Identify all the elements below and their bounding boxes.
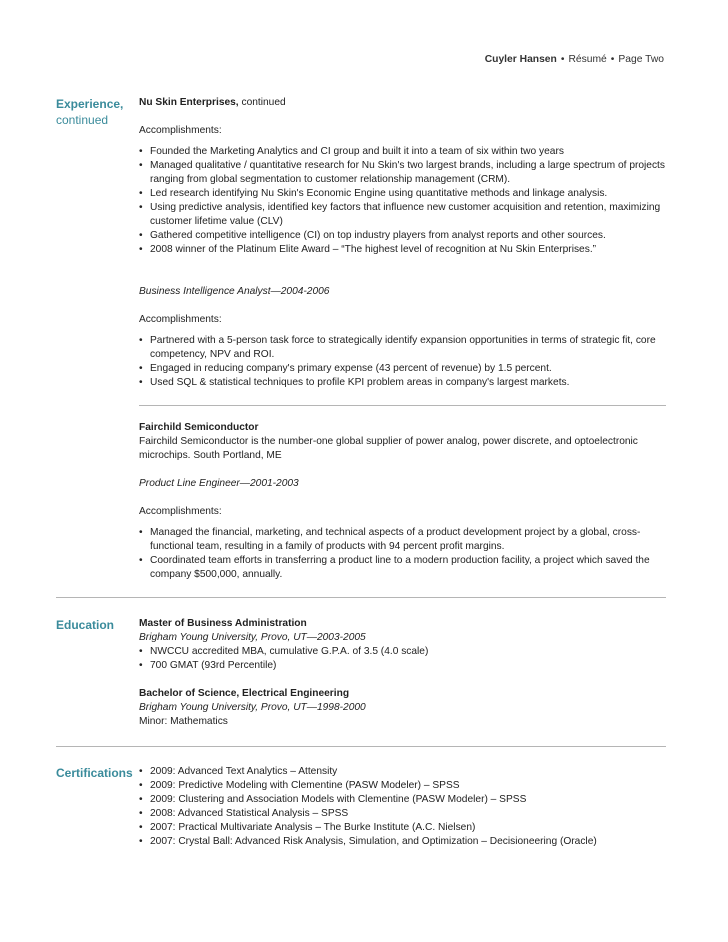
header-page-number: Page Two bbox=[618, 54, 664, 65]
list-item: • Used SQL & statistical techniques to profile KPI problem areas in company's largest markets. bbox=[139, 376, 666, 390]
list-item: • 2008 winner of the Platinum Elite Award – “The highest level of recognition at Nu Skin Enterprises.” bbox=[139, 243, 666, 257]
header-separator-1: • bbox=[560, 54, 565, 65]
list-item: • Managed the financial, marketing, and technical aspects of a product development project by a global, cross-functional team, resulting in a family of products with 94 percent profit margins. bbox=[139, 526, 666, 554]
list-item: • Founded the Marketing Analytics and CI group and built it into a team of six within two years bbox=[139, 145, 666, 159]
list-item: • Gathered competitive intelligence (CI) on top industry players from analyst reports and other sources. bbox=[139, 229, 666, 243]
experience-label-sub: continued bbox=[56, 113, 109, 127]
list-item: • 2008: Advanced Statistical Analysis – SPSS bbox=[139, 807, 666, 821]
education-bullets-1 bbox=[139, 645, 666, 673]
header-separator-2: • bbox=[610, 54, 615, 65]
list-item: • Partnered with a 5-person task force to strategically identify expansion opportunities in terms of strategic fit, core competency, NPV and ROI. bbox=[139, 334, 666, 362]
certifications-block bbox=[139, 765, 666, 849]
fairchild-company: Fairchild Semiconductor bbox=[139, 422, 259, 433]
page-header bbox=[485, 54, 664, 65]
education-minor: Minor: Mathematics bbox=[139, 716, 228, 727]
fairchild-role: Product Line Engineer—2001-2003 bbox=[139, 478, 299, 489]
list-item: • Using predictive analysis, identified key factors that influence new customer acquisition and retention, maximizing customer lifetime value (CLV) bbox=[139, 201, 666, 229]
divider-experience-education bbox=[56, 597, 666, 598]
education-block bbox=[139, 617, 666, 729]
nuskin-role-2: Business Intelligence Analyst—2004-2006 bbox=[139, 286, 330, 297]
experience-nuskin-block bbox=[139, 96, 666, 390]
nuskin-bullets-1 bbox=[139, 145, 666, 257]
certifications-list bbox=[139, 765, 666, 849]
list-item: • Engaged in reducing company's primary expense (43 percent of revenue) by 1.5 percent. bbox=[139, 362, 666, 376]
education-label: Education bbox=[56, 618, 115, 632]
list-item: • Coordinated team efforts in transferring a product line to a modern production facility, a project which saved the company $500,000, annually. bbox=[139, 554, 666, 582]
list-item: • NWCCU accredited MBA, cumulative G.P.A. of 3.5 (4.0 scale) bbox=[139, 645, 666, 659]
certifications-label: Certifications bbox=[56, 766, 133, 780]
experience-label-main: Experience, bbox=[56, 97, 124, 111]
nuskin-bullets-2 bbox=[139, 334, 666, 390]
divider-nuskin-fairchild bbox=[139, 405, 666, 406]
fairchild-description: Fairchild Semiconductor is the number-one global supplier of power analog, power discrete, and optoelectronic microchips. South Portland, ME bbox=[139, 436, 638, 461]
education-school-1: Brigham Young University, Provo, UT—2003-2005 bbox=[139, 632, 366, 643]
education-school-2: Brigham Young University, Provo, UT—1998-2000 bbox=[139, 702, 366, 713]
list-item: • 2009: Predictive Modeling with Clementine (PASW Modeler) – SPSS bbox=[139, 779, 666, 793]
education-degree-1: Master of Business Administration bbox=[139, 618, 307, 629]
nuskin-accomplishments-label-2: Accomplishments: bbox=[139, 314, 222, 325]
nuskin-company-name: Nu Skin Enterprises, bbox=[139, 97, 239, 108]
list-item: • 2007: Practical Multivariate Analysis – The Burke Institute (A.C. Nielsen) bbox=[139, 821, 666, 835]
experience-label bbox=[56, 96, 136, 128]
nuskin-company-suffix: continued bbox=[238, 97, 286, 108]
experience-fairchild-block bbox=[139, 421, 666, 582]
list-item: • 700 GMAT (93rd Percentile) bbox=[139, 659, 666, 673]
education-degree-2: Bachelor of Science, Electrical Engineering bbox=[139, 688, 350, 699]
list-item: • 2007: Crystal Ball: Advanced Risk Analysis, Simulation, and Optimization – Decisioneering (Oracle) bbox=[139, 835, 666, 849]
fairchild-bullets bbox=[139, 526, 666, 582]
list-item: • Managed qualitative / quantitative research for Nu Skin's two largest brands, including a large spectrum of projects ranging from global segmentation to customer relationship management (CRM). bbox=[139, 159, 666, 187]
header-doc-title: Résumé bbox=[568, 54, 607, 65]
nuskin-company bbox=[139, 96, 666, 110]
fairchild-accomplishments-label: Accomplishments: bbox=[139, 506, 222, 517]
list-item: • 2009: Clustering and Association Models with Clementine (PASW Modeler) – SPSS bbox=[139, 793, 666, 807]
divider-education-certifications bbox=[56, 746, 666, 747]
list-item: • Led research identifying Nu Skin's Economic Engine using quantitative methods and linkage analysis. bbox=[139, 187, 666, 201]
nuskin-accomplishments-label-1: Accomplishments: bbox=[139, 125, 222, 136]
list-item: • 2009: Advanced Text Analytics – Attensity bbox=[139, 765, 666, 779]
header-name: Cuyler Hansen bbox=[484, 54, 557, 65]
